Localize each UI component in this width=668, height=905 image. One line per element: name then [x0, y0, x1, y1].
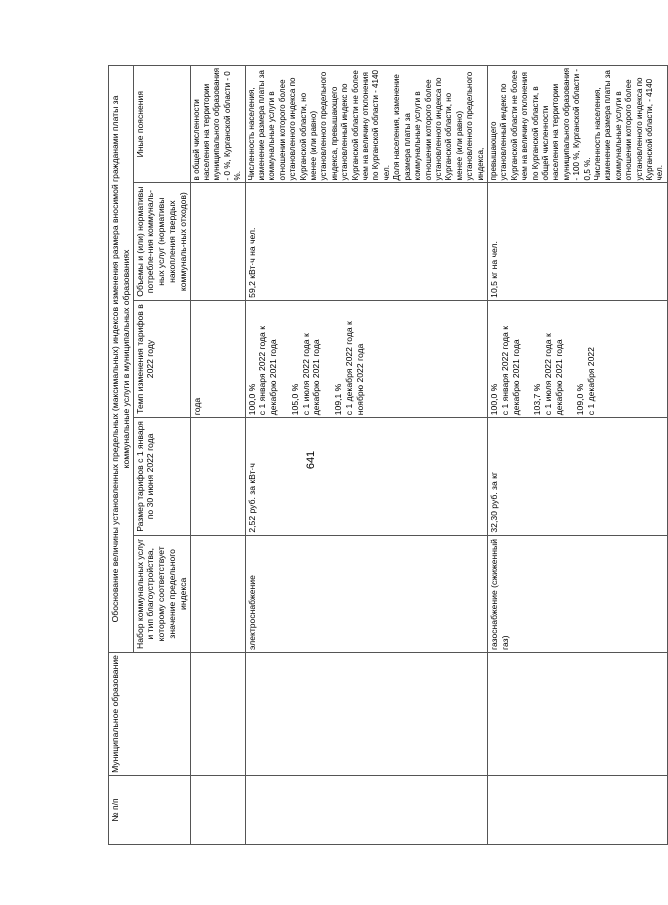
header-services: Набор коммунальных услуг и тип благоустройства, которому соответствует значение предельного индекса — [133, 535, 190, 652]
table-row — [245, 66, 487, 845]
cell-growth: 100,0 % с 1 января 2022 года к декабрю 2021 года 103,7 % с 1 июля 2022 года к декабрю 2021 года 109,0 % с 1 декабря 2022 — [487, 300, 667, 417]
cell-service: газоснабжение (сжиженный газ) — [487, 535, 667, 652]
header-tariff: Размер тарифов с 1 января по 30 июня 2022 года — [133, 418, 190, 535]
header-volume: Объемы и (или) нормативы потребле-ния коммуналь-ных услуг (нормативы накопления твердых коммуналь-ных отходов) — [133, 183, 190, 300]
cell-tariff: 2,52 руб. за кВт·ч — [245, 418, 487, 535]
header-number: № п/п — [109, 776, 191, 845]
cell-number — [487, 776, 667, 845]
page-number: 641 — [305, 450, 317, 470]
table-row — [190, 66, 245, 845]
cell-municipality — [245, 653, 487, 776]
cell-notes: Численность населения, изменение размера платы за коммунальные услуги в отношении которого более установленного индекса по Курганской области, но менее (или равно) установленного предельного индекса, превышающего установленный индекс по Курганской области не более чем на величину отклонения по Курганской области - 4140 чел. Доля населения, изменение размера платы за коммунальные услуги в отношении которого более установленного индекса по Курганской области, но менее (или равно) установленного предельного индекса, — [245, 66, 487, 183]
cell-growth: года — [190, 300, 245, 417]
cell-tariff — [190, 418, 245, 535]
cell-notes: в общей численности населения на территории муниципального образования - 0 %, Курганской области - 0 %. — [190, 66, 245, 183]
tariff-justification-table — [108, 65, 668, 845]
cell-volume: 59,2 кВт·ч на чел. — [245, 183, 487, 300]
cell-notes: превышающего установленный индекс по Курганской области не более чем на величину отклонения по Курганской области, в общей численности населения на территории муниципального образования - 100 %, Курганской области - 0,5 %. Численность населения, изменение размера платы за коммунальные услуги в отношении которого более установленного индекса по Курганской области, - 4140 чел. — [487, 66, 667, 183]
cell-municipality — [487, 653, 667, 776]
header-growth: Темп изменения тарифов в 2022 году — [133, 300, 190, 417]
header-group-title: Обоснование величины установленных предельных (максимальных) индексов изменения размера вносимой гражданами платы за коммунальные услуги в муниципальных образованиях — [109, 66, 134, 653]
cell-number — [190, 776, 245, 845]
cell-municipality — [190, 653, 245, 776]
cell-number — [245, 776, 487, 845]
cell-tariff: 32,30 руб. за кг — [487, 418, 667, 535]
rotated-table-container — [108, 65, 665, 845]
cell-volume: 10,5 кг на чел. — [487, 183, 667, 300]
header-municipality: Муниципальное образование — [109, 653, 191, 776]
cell-service: электроснабжение — [245, 535, 487, 652]
cell-service — [190, 535, 245, 652]
cell-volume — [190, 183, 245, 300]
header-notes: Иные пояснения — [133, 66, 190, 183]
table-row — [487, 66, 667, 845]
cell-growth: 100,0 % с 1 января 2022 года к декабрю 2021 года 105,0 % с 1 июля 2022 года к декабрю 2021 года 109,1 % с 1 декабря 2022 года к ноябрю 2022 года — [245, 300, 487, 417]
